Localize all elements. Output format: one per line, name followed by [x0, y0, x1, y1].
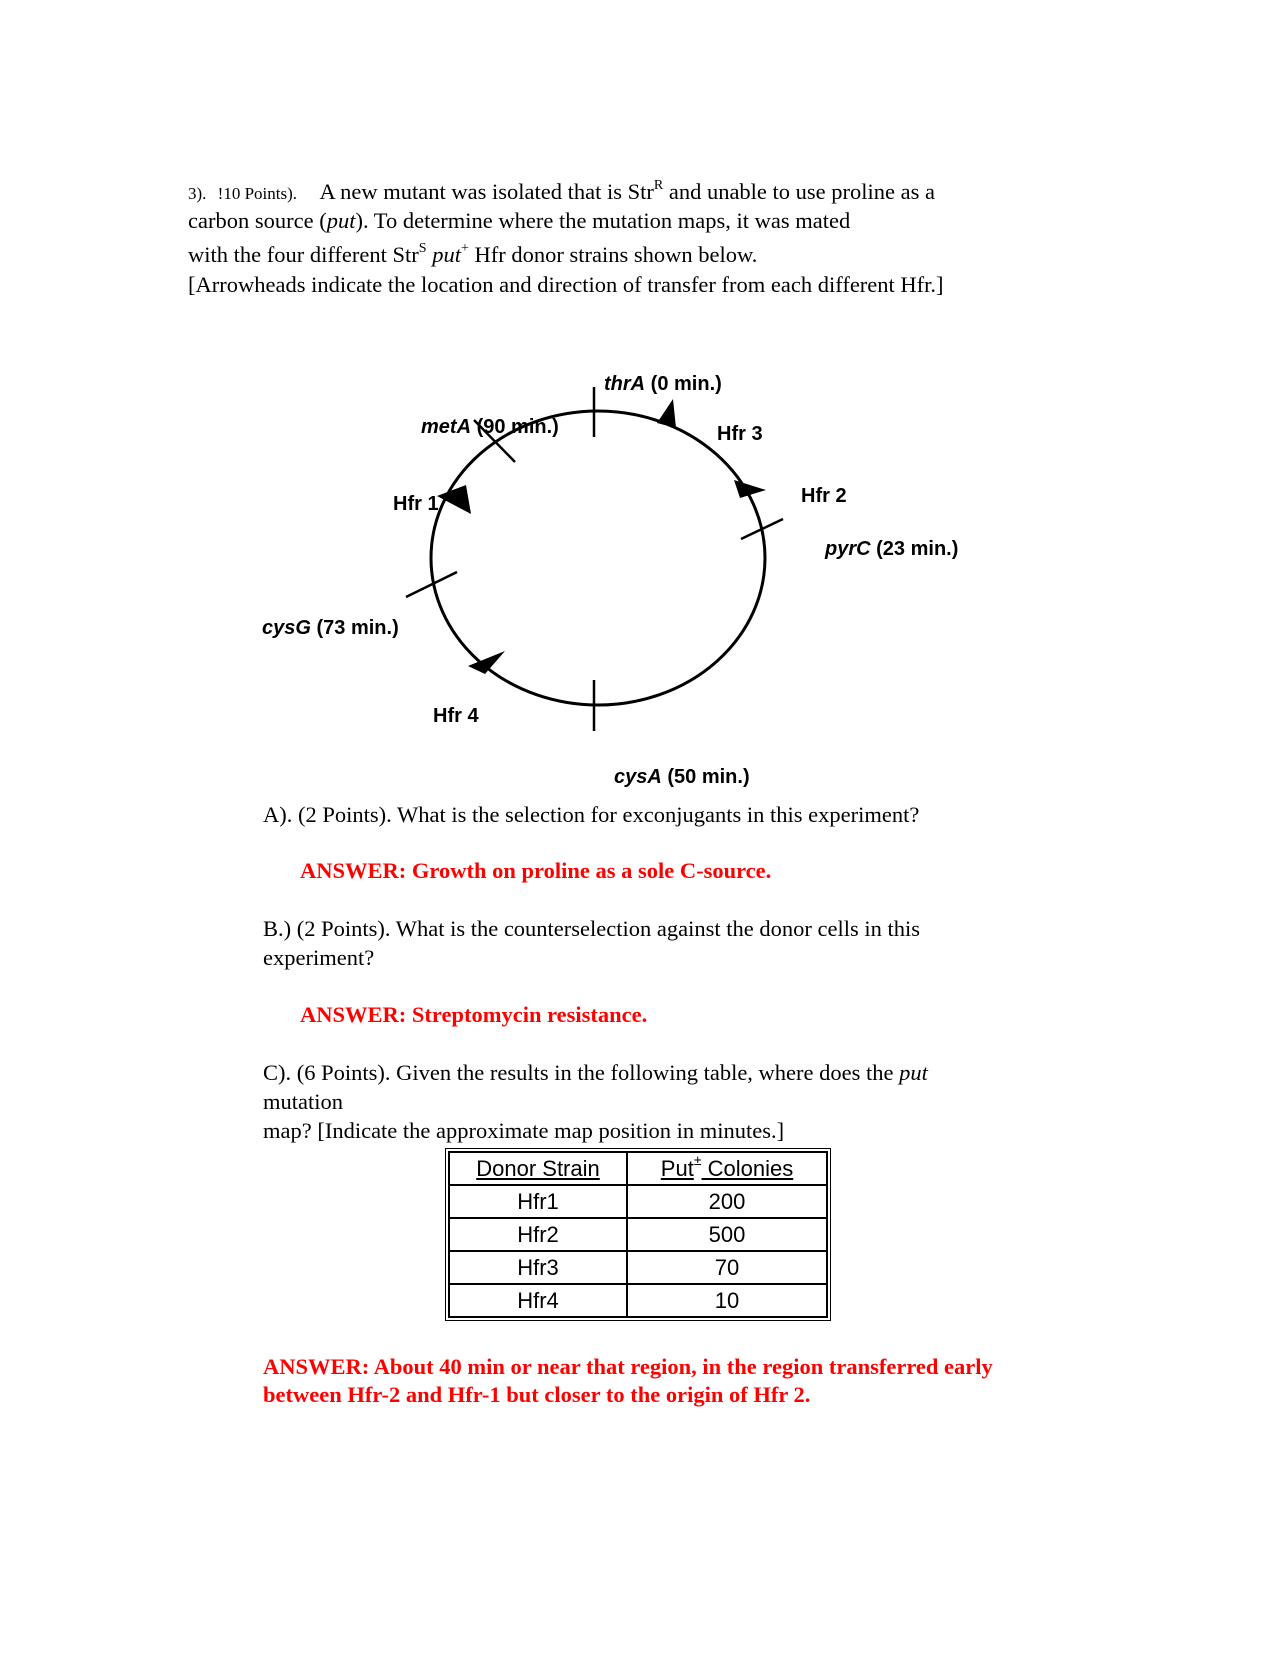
map-position: (0 min.) — [650, 373, 722, 395]
pyrC-label — [825, 538, 958, 561]
partA-answer: ANSWER: Growth on proline as a sole C-source. — [300, 858, 772, 883]
gene-name: cysG — [262, 617, 311, 639]
question-number: 3). — [188, 184, 207, 203]
hfr3-arrowhead-icon — [657, 399, 676, 428]
table-row — [449, 1218, 827, 1251]
gene-name: thrA — [604, 373, 646, 395]
table-row — [449, 1284, 827, 1317]
table-header-row — [449, 1152, 827, 1185]
partC-answer-line2: between Hfr-2 and Hfr-1 but closer to the origin of Hfr 2. — [263, 1382, 811, 1407]
gene-name: metA — [421, 416, 472, 438]
map-position: (73 min.) — [316, 617, 399, 639]
table-row — [449, 1185, 827, 1218]
gene-name: pyrC — [825, 538, 871, 560]
hfr2-label: Hfr 2 — [801, 485, 847, 507]
partA-question: A). (2 Points). What is the selection for exconjugants in this experiment? — [263, 802, 920, 827]
superscript: S — [418, 240, 427, 256]
table-row — [449, 1251, 827, 1284]
text: ). To determine where the mutation maps, it was mated — [355, 208, 851, 233]
question-line-4: [Arrowheads indicate the location and direction of transfer from each different Hfr.] — [188, 272, 944, 297]
cell-strain: Hfr4 — [449, 1284, 627, 1317]
cysA-label — [614, 766, 750, 789]
hfr1-label: Hfr 1 — [393, 493, 439, 515]
hfr1-arrowhead-icon — [437, 485, 471, 514]
cell-strain: Hfr2 — [449, 1218, 627, 1251]
results-table — [445, 1148, 831, 1321]
hfr4-label: Hfr 4 — [433, 705, 479, 727]
metA-label — [421, 416, 559, 439]
cysG-label — [262, 617, 399, 640]
partC-question-line3: map? [Indicate the approximate map position in minutes.] — [263, 1118, 785, 1143]
superscript: ± — [693, 1152, 702, 1169]
header-text: Donor Strain — [476, 1155, 600, 1181]
superscript: + — [460, 240, 469, 256]
partC-answer-line1: ANSWER: About 40 min or near that region, in the region transferred early — [263, 1354, 993, 1379]
cell-colonies: 10 — [627, 1284, 827, 1317]
header-text: Colonies — [701, 1155, 794, 1181]
map-position: (23 min.) — [876, 538, 959, 560]
gene-name: put — [432, 242, 461, 267]
map-position: (90 min.) — [476, 416, 559, 438]
text: A new mutant was isolated that is Str — [319, 179, 654, 204]
text: with the four different Str — [188, 242, 419, 267]
partB-answer: ANSWER: Streptomycin resistance. — [300, 1002, 648, 1027]
header-donor-strain — [449, 1152, 627, 1185]
header-put-colonies — [627, 1152, 827, 1185]
superscript: R — [653, 177, 664, 193]
cell-strain: Hfr1 — [449, 1185, 627, 1218]
gene-name: cysA — [614, 766, 662, 788]
text: C). (6 Points). Given the results in the following table, where does the — [263, 1060, 900, 1085]
gene-name: put — [899, 1060, 928, 1085]
partC-question-line1 — [263, 1060, 928, 1086]
cell-strain: Hfr3 — [449, 1251, 627, 1284]
question-points: !10 Points). — [217, 184, 298, 203]
cell-colonies: 500 — [627, 1218, 827, 1251]
cell-colonies: 200 — [627, 1185, 827, 1218]
partB-question-line2: experiment? — [263, 945, 375, 970]
gene-name: put — [326, 208, 356, 233]
hfr3-label: Hfr 3 — [717, 423, 763, 445]
partC-question-line2: mutation — [263, 1089, 343, 1114]
text: Hfr donor strains shown below. — [474, 242, 758, 267]
header-text: Put — [660, 1155, 694, 1181]
map-position: (50 min.) — [667, 766, 750, 788]
cell-colonies: 70 — [627, 1251, 827, 1284]
partB-question-line1: B.) (2 Points). What is the counterselection against the donor cells in this — [263, 916, 920, 941]
text: and unable to use proline as a — [668, 179, 935, 204]
text: carbon source ( — [188, 208, 327, 233]
thrA-label — [604, 373, 722, 396]
